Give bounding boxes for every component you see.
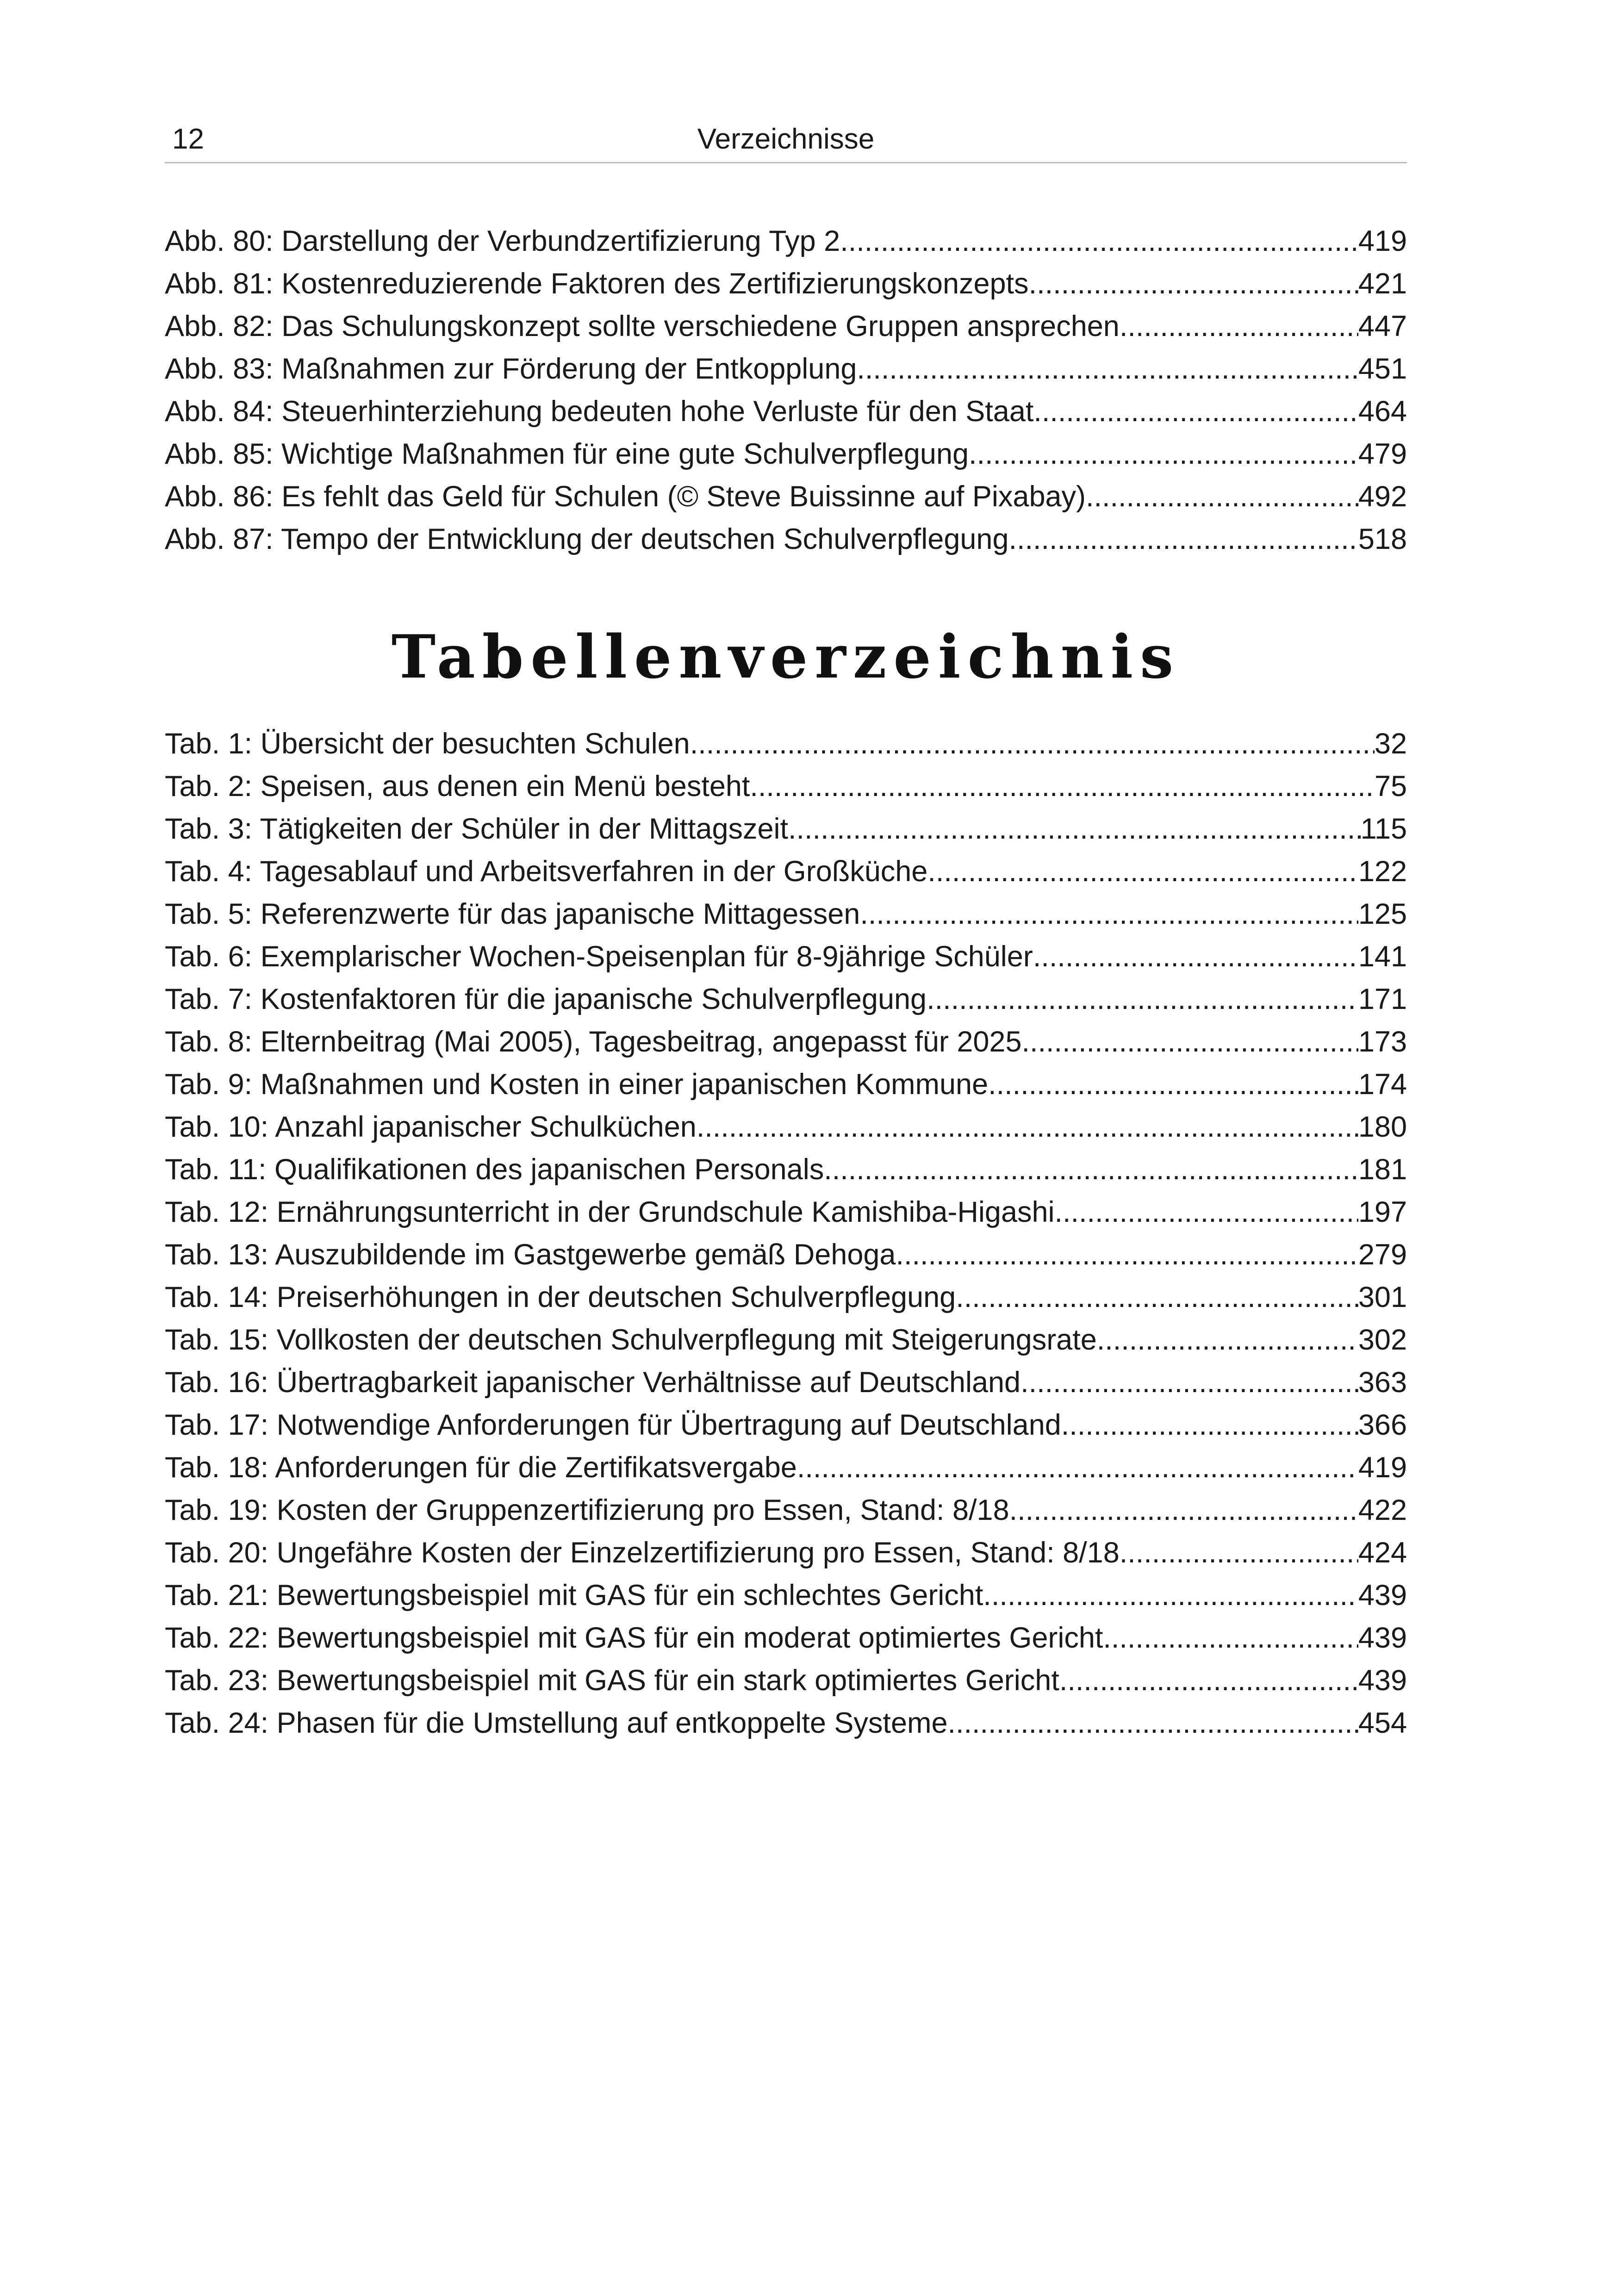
- table-entry[interactable]: [165, 1702, 1407, 1744]
- page-number: 12: [172, 123, 204, 155]
- dot-leader: [1061, 1404, 1358, 1446]
- dot-leader: [1029, 262, 1358, 305]
- figure-entry-title: Abb. 82: Das Schulungskonzept sollte verschiedene Gruppen ansprechen: [165, 310, 1120, 342]
- table-entry-page: 424: [1358, 1537, 1407, 1569]
- dot-leader: [1120, 305, 1358, 348]
- table-entry-title: Tab. 3: Tätigkeiten der Schüler in der Mittagszeit: [165, 813, 789, 845]
- figure-entry[interactable]: [165, 518, 1407, 560]
- table-entry-page: 125: [1358, 898, 1407, 930]
- table-entry[interactable]: [165, 1191, 1407, 1233]
- figure-entry-title: Abb. 81: Kostenreduzierende Faktoren des Zertifizierungskonzepts: [165, 268, 1029, 300]
- table-entry-title: Tab. 23: Bewertungsbeispiel mit GAS für ein stark optimiertes Gericht: [165, 1664, 1059, 1697]
- dot-leader: [1021, 1361, 1358, 1404]
- table-entry-title: Tab. 21: Bewertungsbeispiel mit GAS für ein schlechtes Gericht: [165, 1579, 983, 1612]
- table-entry-page: 422: [1358, 1494, 1407, 1526]
- table-entry-page: 32: [1374, 728, 1407, 760]
- figure-entry-page: 447: [1358, 310, 1407, 342]
- dot-leader: [788, 808, 1361, 850]
- figures-list: [165, 220, 1407, 560]
- dot-leader: [697, 1106, 1358, 1148]
- table-entry-page: 439: [1358, 1622, 1407, 1654]
- dot-leader: [797, 1446, 1358, 1489]
- table-entry-title: Tab. 7: Kostenfaktoren für die japanische Schulverpflegung: [165, 983, 927, 1015]
- table-entry-title: Tab. 6: Exemplarischer Wochen-Speisenplan für 8-9jährige Schüler: [165, 940, 1033, 973]
- table-entry-page: 141: [1358, 940, 1407, 973]
- table-entry-page: 197: [1358, 1196, 1407, 1228]
- table-entry-title: Tab. 12: Ernährungsunterricht in der Grundschule Kamishiba-Higashi: [165, 1196, 1055, 1228]
- dot-leader: [948, 1702, 1358, 1744]
- table-entry[interactable]: [165, 1617, 1407, 1659]
- dot-leader: [1033, 935, 1358, 978]
- table-entry-page: 279: [1358, 1238, 1407, 1271]
- dot-leader: [750, 765, 1375, 808]
- table-entry[interactable]: [165, 1404, 1407, 1446]
- table-entry-page: 181: [1358, 1153, 1407, 1186]
- figure-entry[interactable]: [165, 433, 1407, 475]
- table-entry-page: 363: [1358, 1366, 1407, 1399]
- figure-entry[interactable]: [165, 390, 1407, 433]
- table-entry[interactable]: [165, 1574, 1407, 1617]
- table-entry-page: 115: [1360, 813, 1407, 845]
- figure-entry-page: 451: [1358, 353, 1407, 385]
- dot-leader: [1120, 1531, 1358, 1574]
- table-entry[interactable]: [165, 765, 1407, 808]
- table-entry-title: Tab. 9: Maßnahmen und Kosten in einer japanischen Kommune: [165, 1068, 989, 1101]
- table-entry-title: Tab. 19: Kosten der Gruppenzertifizierung pro Essen, Stand: 8/18: [165, 1494, 1009, 1526]
- figure-entry-page: 464: [1358, 395, 1407, 428]
- dot-leader: [896, 1233, 1358, 1276]
- figure-entry-title: Abb. 80: Darstellung der Verbundzertifizierung Typ 2: [165, 225, 840, 257]
- table-entry-page: 171: [1358, 983, 1407, 1015]
- table-entry[interactable]: [165, 1489, 1407, 1531]
- figure-entry[interactable]: [165, 348, 1407, 390]
- dot-leader: [983, 1574, 1358, 1617]
- table-entry[interactable]: [165, 722, 1407, 765]
- table-entry[interactable]: [165, 850, 1407, 893]
- table-entry-page: 439: [1358, 1664, 1407, 1697]
- table-entry-page: 302: [1358, 1324, 1407, 1356]
- table-entry-title: Tab. 5: Referenzwerte für das japanische Mittagessen: [165, 898, 860, 930]
- table-entry-page: 454: [1358, 1707, 1407, 1739]
- dot-leader: [1055, 1191, 1358, 1233]
- table-entry-title: Tab. 24: Phasen für die Umstellung auf entkoppelte Systeme: [165, 1707, 948, 1739]
- table-entry[interactable]: [165, 1361, 1407, 1404]
- table-entry[interactable]: [165, 935, 1407, 978]
- dot-leader: [690, 722, 1375, 765]
- table-entry-page: 174: [1358, 1068, 1407, 1101]
- dot-leader: [857, 348, 1358, 390]
- table-entry[interactable]: [165, 1233, 1407, 1276]
- figure-entry[interactable]: [165, 262, 1407, 305]
- table-entry[interactable]: [165, 808, 1407, 850]
- table-entry[interactable]: [165, 978, 1407, 1020]
- dot-leader: [969, 433, 1358, 475]
- table-entry-title: Tab. 20: Ungefähre Kosten der Einzelzertifizierung pro Essen, Stand: 8/18: [165, 1537, 1120, 1569]
- dot-leader: [1022, 1020, 1358, 1063]
- dot-leader: [927, 978, 1358, 1020]
- dot-leader: [1009, 1489, 1358, 1531]
- table-entry-page: 180: [1358, 1111, 1407, 1143]
- table-entry-title: Tab. 15: Vollkosten der deutschen Schulverpflegung mit Steigerungsrate: [165, 1324, 1097, 1356]
- dot-leader: [1059, 1659, 1358, 1702]
- table-entry[interactable]: [165, 1148, 1407, 1191]
- table-entry-title: Tab. 2: Speisen, aus denen ein Menü besteht: [165, 770, 750, 803]
- tables-list: [165, 722, 1407, 1744]
- dot-leader: [1086, 475, 1358, 518]
- table-entry-title: Tab. 18: Anforderungen für die Zertifikatsvergabe: [165, 1451, 797, 1484]
- figure-entry[interactable]: [165, 220, 1407, 262]
- running-header: [165, 117, 1407, 163]
- dot-leader: [927, 850, 1358, 893]
- table-entry[interactable]: [165, 893, 1407, 935]
- table-entry-title: Tab. 22: Bewertungsbeispiel mit GAS für ein moderat optimiertes Gericht: [165, 1622, 1103, 1654]
- table-entry[interactable]: [165, 1106, 1407, 1148]
- dot-leader: [1103, 1617, 1358, 1659]
- dot-leader: [1033, 390, 1358, 433]
- table-entry-page: 173: [1358, 1026, 1407, 1058]
- table-entry-page: 122: [1358, 855, 1407, 888]
- figure-entry-title: Abb. 83: Maßnahmen zur Förderung der Entkopplung: [165, 353, 857, 385]
- figure-entry[interactable]: [165, 305, 1407, 348]
- dot-leader: [1009, 518, 1358, 560]
- dot-leader: [860, 893, 1358, 935]
- figure-entry-page: 419: [1358, 225, 1407, 257]
- figure-entry-title: Abb. 84: Steuerhinterziehung bedeuten hohe Verluste für den Staat: [165, 395, 1034, 428]
- figure-entry-page: 421: [1358, 268, 1407, 300]
- table-entry[interactable]: [165, 1276, 1407, 1319]
- dot-leader: [988, 1063, 1358, 1106]
- figure-entry-page: 518: [1358, 523, 1407, 555]
- table-entry[interactable]: [165, 1531, 1407, 1574]
- table-entry-title: Tab. 1: Übersicht der besuchten Schulen: [165, 728, 690, 760]
- table-entry-page: 419: [1358, 1451, 1407, 1484]
- table-entry[interactable]: [165, 1659, 1407, 1702]
- table-entry-title: Tab. 16: Übertragbarkeit japanischer Verhältnisse auf Deutschland: [165, 1366, 1021, 1399]
- header-title: Verzeichnisse: [697, 123, 875, 155]
- figure-entry-title: Abb. 85: Wichtige Maßnahmen für eine gute Schulverpflegung: [165, 438, 969, 470]
- table-entry-page: 439: [1358, 1579, 1407, 1612]
- table-entry-title: Tab. 10: Anzahl japanischer Schulküchen: [165, 1111, 697, 1143]
- table-entry[interactable]: [165, 1063, 1407, 1106]
- dot-leader: [1097, 1319, 1358, 1361]
- table-entry-title: Tab. 13: Auszubildende im Gastgewerbe gemäß Dehoga: [165, 1238, 896, 1271]
- table-entry-title: Tab. 8: Elternbeitrag (Mai 2005), Tagesbeitrag, angepasst für 2025: [165, 1026, 1022, 1058]
- figure-entry-page: 492: [1358, 480, 1407, 513]
- figure-entry-title: Abb. 87: Tempo der Entwicklung der deutschen Schulverpflegung: [165, 523, 1009, 555]
- dot-leader: [840, 220, 1358, 262]
- table-entry[interactable]: [165, 1319, 1407, 1361]
- table-entry[interactable]: [165, 1020, 1407, 1063]
- figure-entry[interactable]: [165, 475, 1407, 518]
- table-entry-page: 366: [1358, 1409, 1407, 1441]
- table-entry-title: Tab. 4: Tagesablauf und Arbeitsverfahren in der Großküche: [165, 855, 928, 888]
- table-entry-page: 301: [1358, 1281, 1407, 1313]
- figure-entry-page: 479: [1358, 438, 1407, 470]
- dot-leader: [956, 1276, 1358, 1319]
- tables-heading: Tabellenverzeichnis: [391, 622, 1181, 692]
- table-entry[interactable]: [165, 1446, 1407, 1489]
- table-entry-title: Tab. 14: Preiserhöhungen in der deutschen Schulverpflegung: [165, 1281, 956, 1313]
- dot-leader: [824, 1148, 1358, 1191]
- figure-entry-title: Abb. 86: Es fehlt das Geld für Schulen (© Steve Buissinne auf Pixabay): [165, 480, 1086, 513]
- table-entry-title: Tab. 11: Qualifikationen des japanischen Personals: [165, 1153, 824, 1186]
- table-entry-page: 75: [1374, 770, 1407, 803]
- table-entry-title: Tab. 17: Notwendige Anforderungen für Übertragung auf Deutschland: [165, 1409, 1061, 1441]
